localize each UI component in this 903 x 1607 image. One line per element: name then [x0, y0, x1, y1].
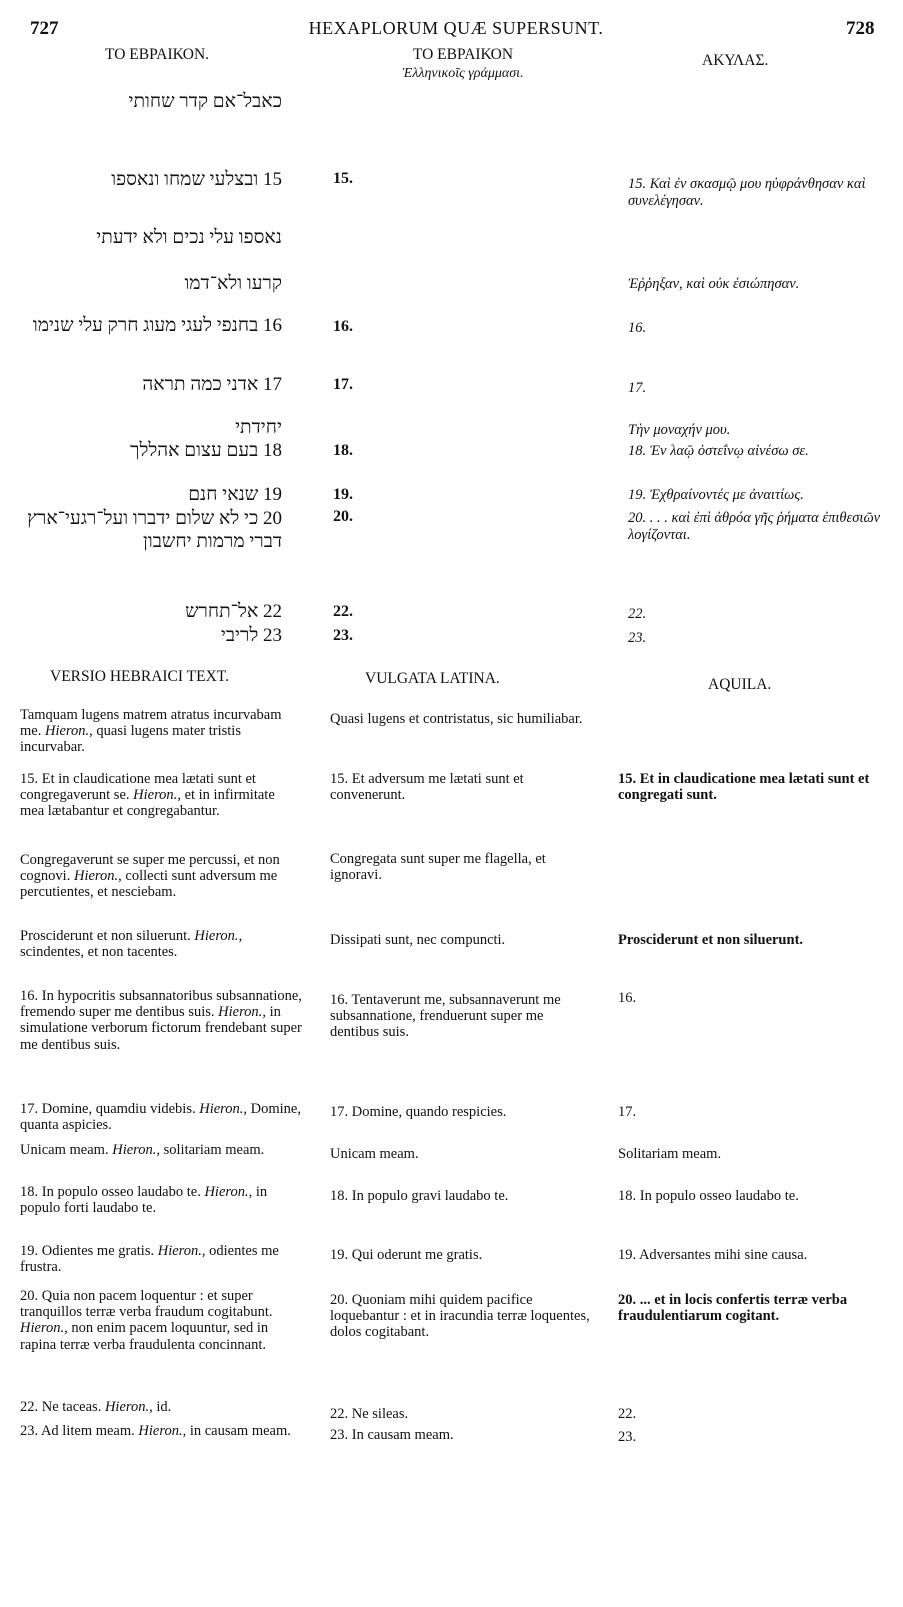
versio-entry: 15. Et in claudicatione mea lætati sunt et congregaverunt se. Hieron., et in infirmitate mea lætabantur et congregabantur. — [20, 771, 275, 820]
aquila-latin-entry: 17. — [618, 1104, 637, 1120]
verse-number: 15. — [333, 170, 353, 187]
aquila-greek-line: 22. — [628, 606, 647, 622]
hebrew-line: 22 אל־תחרש — [185, 601, 282, 622]
col-translit-title: ΤΟ ΕΒΡΑΙΚΟΝ — [412, 46, 514, 63]
hebrew-line: 17 אדני כמה תראה — [142, 374, 282, 395]
hebrew-line: 20 כי לא שלום ידברו ועל־רגעי־ארץ דברי מרמות יחשבון — [27, 508, 282, 552]
hebrew-line: 18 בעם עצום אהללך — [130, 440, 282, 461]
aquila-greek-line: 19. Ἐχθραίνοντές με ἀναιτίως. — [628, 487, 804, 503]
hebrew-line: יחידתי — [235, 417, 282, 438]
col-versio-title: VERSIO HEBRAICI TEXT. — [50, 668, 229, 685]
hebrew-line: 15 ובצלעי שמחו ונאספו — [111, 169, 282, 190]
page-number-right: 728 — [846, 18, 875, 39]
aquila-greek-line: Ἐῤῥηξαν, καὶ οὐκ ἐσιώπησαν. — [628, 276, 800, 292]
verse-number: 17. — [333, 376, 353, 393]
vulgata-entry: Congregata sunt super me flagella, et ignoravi. — [330, 851, 546, 884]
aquila-greek-line: Τὴν μοναχήν μου. — [628, 422, 731, 438]
aquila-latin-entry: 23. — [618, 1429, 637, 1445]
aquila-latin-entry: 20. ... et in locis confertis terræ verba fraudulentiarum cogitant. — [618, 1292, 848, 1325]
verse-number: 23. — [333, 627, 353, 644]
vulgata-entry: 17. Domine, quando respicies. — [330, 1104, 507, 1120]
vulgata-entry: 18. In populo gravi laudabo te. — [330, 1188, 509, 1204]
hebrew-line: 19 שנאי חנם — [188, 484, 282, 505]
versio-entry: Congregaverunt se super me percussi, et non cognovi. Hieron., collecti sunt adversum me percutientes, et nesciebam. — [20, 852, 280, 901]
col-aquila-latin-title: AQUILA. — [708, 676, 772, 693]
verse-number: 16. — [333, 318, 353, 335]
vulgata-entry: Quasi lugens et contristatus, sic humiliabar. — [330, 711, 583, 727]
versio-entry: 20. Quia non pacem loquentur : et super tranquillos terræ verba fraudum cogitabunt. Hieron., non enim pacem loquuntur, sed in rapina terræ verba fraudulenta concinnant. — [20, 1288, 273, 1353]
aquila-latin-entry: 18. In populo osseo laudabo te. — [618, 1188, 799, 1204]
versio-entry: Unicam meam. Hieron., solitariam meam. — [20, 1142, 265, 1158]
vulgata-entry: 16. Tentaverunt me, subsannaverunt me subsannatione, frenduerunt super me dentibus suis. — [330, 992, 561, 1041]
hebrew-line: 23 לריבי — [220, 625, 282, 646]
versio-entry: Prosciderunt et non siluerunt. Hieron., scindentes, et non tacentes. — [20, 928, 243, 961]
aquila-latin-entry: Prosciderunt et non siluerunt. — [618, 932, 804, 948]
vulgata-entry: 22. Ne sileas. — [330, 1406, 409, 1422]
aquila-latin-entry: 15. Et in claudicatione mea lætati sunt et congregati sunt. — [618, 771, 870, 804]
versio-entry: 16. In hypocritis subsannatoribus subsannatione, fremendo super me dentibus suis. Hieron., in simulatione verborum fictorum frendebant super me dentibus suis. — [20, 988, 302, 1053]
hebrew-line: קרעו ולא־דמו — [184, 273, 282, 294]
aquila-greek-line: 18. Ἐν λαῷ ὀστεΐνῳ αἰνέσω σε. — [628, 443, 809, 459]
aquila-greek-line: 17. — [628, 380, 647, 396]
vulgata-entry: 23. In causam meam. — [330, 1427, 454, 1443]
aquila-greek-line: 16. — [628, 320, 647, 336]
vulgata-entry: 19. Qui oderunt me gratis. — [330, 1247, 483, 1263]
verse-number: 22. — [333, 603, 353, 620]
col-hebrew-title: ΤΟ ΕΒΡΑΙΚΟΝ. — [105, 46, 210, 63]
aquila-greek-line: 23. — [628, 630, 647, 646]
vulgata-entry: 20. Quoniam mihi quidem pacifice loquebantur : et in iracundia terræ loquentes, dolos cogitabant. — [330, 1292, 590, 1341]
vulgata-entry: 15. Et adversum me lætati sunt et convenerunt. — [330, 771, 524, 804]
running-title: HEXAPLORUM QUÆ SUPERSUNT. — [308, 18, 604, 38]
hebrew-line: כאבל־אם קדר שחותי — [128, 91, 282, 112]
hebrew-line: נאספו עלי נכים ולא ידעתי — [96, 227, 282, 248]
page-number-left: 727 — [30, 18, 59, 39]
aquila-latin-entry: 22. — [618, 1406, 637, 1422]
versio-entry: 23. Ad litem meam. Hieron., in causam meam. — [20, 1423, 291, 1439]
col-translit-subtitle: Ἑλληνικοῖς γράμμασι. — [402, 66, 524, 81]
versio-entry: 19. Odientes me gratis. Hieron., odientes me frustra. — [20, 1243, 279, 1276]
versio-entry: 17. Domine, quamdiu videbis. Hieron., Domine, quanta aspicies. — [20, 1101, 301, 1134]
verse-number: 20. — [333, 508, 353, 525]
versio-entry: 22. Ne taceas. Hieron., id. — [20, 1399, 172, 1415]
versio-entry: Tamquam lugens matrem atratus incurvabam me. Hieron., quasi lugens mater tristis incurvabar. — [20, 707, 282, 756]
aquila-latin-entry: 19. Adversantes mihi sine causa. — [618, 1247, 808, 1263]
aquila-greek-line: 20. . . . καὶ ἐπὶ ἀθρόα γῆς ῥήματα ἐπιθεσιῶν λογίζονται. — [628, 510, 881, 543]
verse-number: 18. — [333, 442, 353, 459]
col-vulgata-title: VULGATA LATINA. — [365, 670, 500, 687]
vulgata-entry: Dissipati sunt, nec compuncti. — [330, 932, 506, 948]
aquila-greek-line: 15. Καὶ ἐν σκασμῷ μου ηὐφράνθησαν καὶ συνελέγησαν. — [628, 176, 866, 209]
vulgata-entry: Unicam meam. — [330, 1146, 419, 1162]
aquila-latin-entry: Solitariam meam. — [618, 1146, 722, 1162]
verse-number: 19. — [333, 486, 353, 503]
col-aquila-title: ΑΚΥΛΑΣ. — [702, 52, 769, 69]
hebrew-line: 16 בחנפי לעגי מעוג חרק עלי שנימו — [32, 315, 282, 336]
versio-entry: 18. In populo osseo laudabo te. Hieron., in populo forti laudabo te. — [20, 1184, 268, 1217]
aquila-latin-entry: 16. — [618, 990, 637, 1006]
